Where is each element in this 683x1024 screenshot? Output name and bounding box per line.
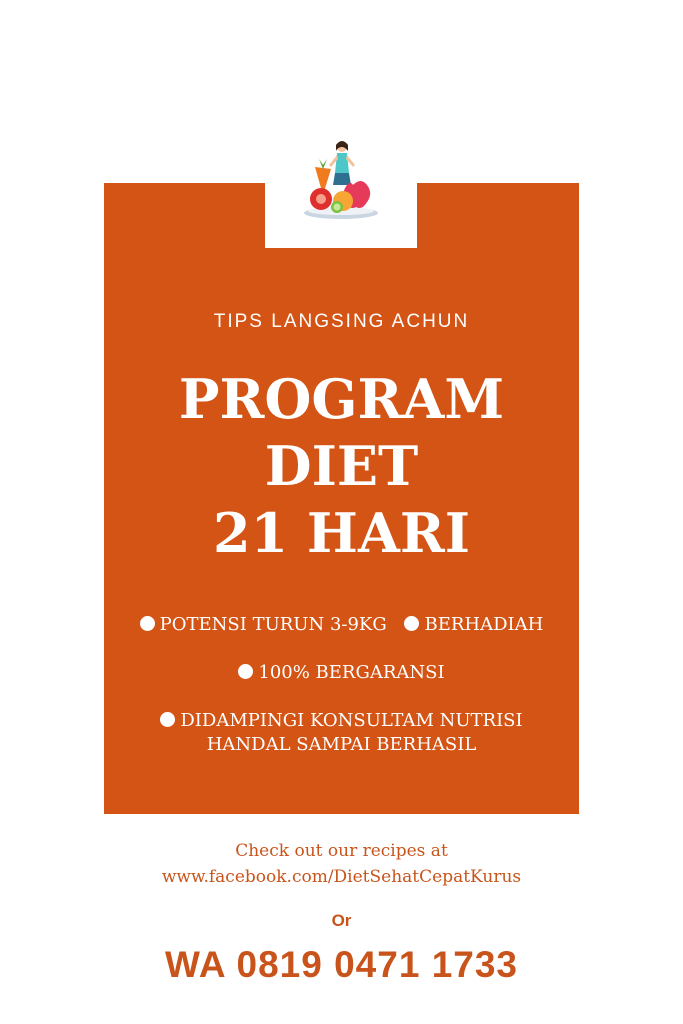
footer-facebook-link[interactable]: www.facebook.com/DietSehatCepatKurus <box>161 867 522 887</box>
headline-line-1: PROGRAM <box>178 367 505 431</box>
benefit-item <box>238 661 444 685</box>
benefit-text: BERHADIAH <box>424 614 544 635</box>
diet-logo-icon <box>301 137 381 223</box>
benefit-row-3 <box>104 709 579 733</box>
bullet-dot-icon <box>404 616 419 631</box>
benefit-row-3-continued <box>104 733 579 757</box>
footer-or: Or <box>331 911 352 930</box>
benefit-item <box>160 709 522 733</box>
benefit-text: HANDAL SAMPAI BERHASIL <box>206 734 477 755</box>
whatsapp-contact[interactable]: WA 0819 0471 1733 <box>165 944 518 985</box>
benefit-item <box>140 613 387 637</box>
subtitle: TIPS LANGSING ACHUN <box>213 311 470 332</box>
benefit-text: POTENSI TURUN 3-9KG <box>159 614 387 635</box>
benefit-row-2 <box>104 661 579 685</box>
headline-line-3: 21 HARI <box>212 501 470 565</box>
benefit-text: 100% BERGARANSI <box>258 662 445 683</box>
bullet-dot-icon <box>140 616 155 631</box>
benefit-row-1 <box>104 613 579 637</box>
benefit-item <box>404 613 543 637</box>
benefit-text: DIDAMPINGI KONSULTAM NUTRISI <box>180 710 523 731</box>
bullet-dot-icon <box>160 712 175 727</box>
footer-recipes-text: Check out our recipes at <box>235 841 448 861</box>
headline-line-2: DIET <box>264 434 419 498</box>
headline <box>104 366 579 567</box>
bullet-dot-icon <box>238 664 253 679</box>
